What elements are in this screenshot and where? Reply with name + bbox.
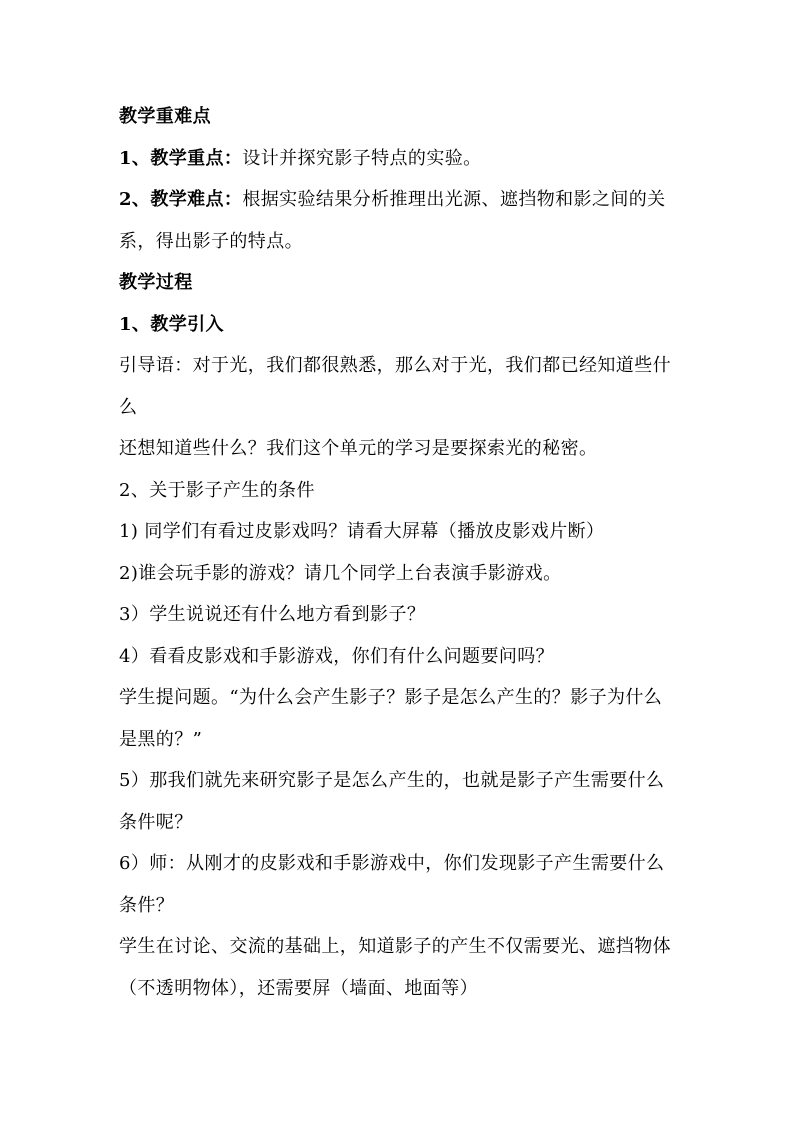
heading-teaching-process: 教学过程 xyxy=(119,272,193,293)
questions-line-2: 是黑的？” xyxy=(119,728,203,750)
list-item-2: 2)谁会玩手影的游戏？请几个同学上台表演手影游戏。 xyxy=(119,562,562,584)
list-item-5-line-1: 5）那我们就先来研究影子是怎么产生的，也就是影子产生需要什么 xyxy=(119,770,665,791)
difficult-point-text-line2: 系，得出影子的特点。 xyxy=(119,230,303,252)
heading-shadow-conditions: 2、关于影子产生的条件 xyxy=(119,479,315,501)
list-item-3: 3）学生说说还有什么地方看到影子？ xyxy=(119,604,426,625)
list-item-4: 4）看看皮影戏和手影游戏，你们有什么问题要问吗？ xyxy=(119,645,555,667)
list-item-1: 1) 同学们有看过皮影戏吗？请看大屏幕（播放皮影戏片断） xyxy=(119,521,605,542)
intro-line-2: 么 xyxy=(119,396,138,418)
conclusion-line-2: （不透明物体），还需要屏（墙面、地面等） xyxy=(119,977,478,999)
intro-line-3: 还想知道些什么？我们这个单元的学习是要探索光的秘密。 xyxy=(119,438,598,459)
list-item-5-line-2: 条件呢？ xyxy=(119,811,193,833)
key-point-text: 设计并探究影子特点的实验。 xyxy=(242,147,482,169)
conclusion-line-1: 学生在讨论、交流的基础上，知道影子的产生不仅需要光、遮挡物体 xyxy=(119,936,671,957)
list-item-6-line-1: 6）师：从刚才的皮影戏和手影游戏中，你们发现影子产生需要什么 xyxy=(119,853,665,874)
heading-key-difficult-points: 教学重难点 xyxy=(119,106,211,127)
document-body xyxy=(119,96,681,1009)
heading-teaching-intro: 1、教学引入 xyxy=(119,313,224,335)
difficult-point-label: 2、教学难点： xyxy=(119,189,243,210)
difficult-point-text-line1: 根据实验结果分析推理出光源、遮挡物和影之间的关 xyxy=(242,189,666,210)
list-item-6-line-2: 条件？ xyxy=(119,894,175,916)
key-point-paragraph xyxy=(119,138,681,180)
key-point-label: 1、教学重点： xyxy=(119,147,243,169)
difficult-point-paragraph xyxy=(119,179,681,221)
questions-line-1: 学生提问题。“为什么会产生影子？影子是怎么产生的？影子为什么 xyxy=(119,687,663,708)
intro-line-1: 引导语：对于光，我们都很熟悉，那么对于光，我们都已经知道些什 xyxy=(119,355,671,376)
